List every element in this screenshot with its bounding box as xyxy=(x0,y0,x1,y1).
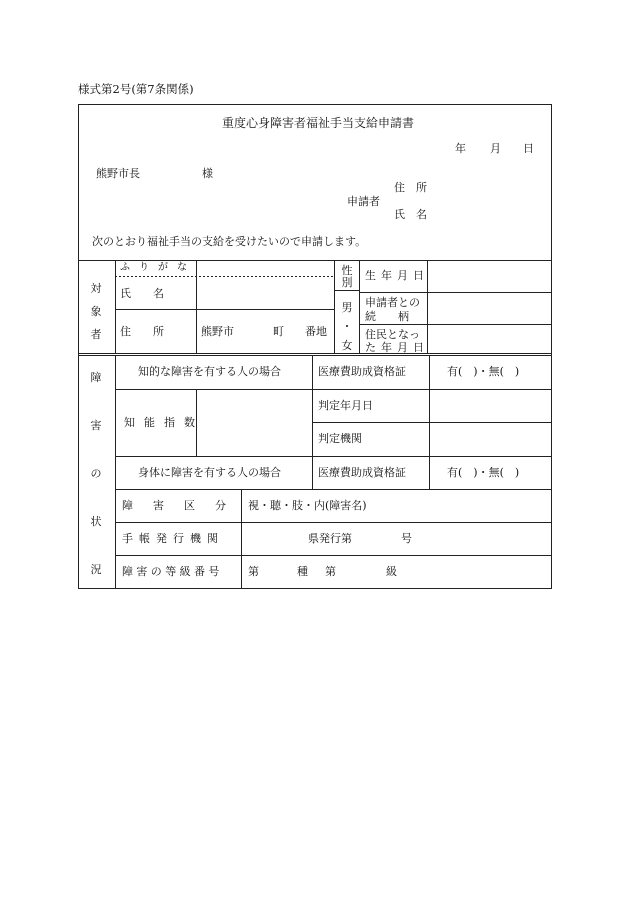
iq-label: 知能指数 xyxy=(124,416,204,429)
category-value[interactable]: 視・聴・肢・内(障害名) xyxy=(248,499,367,512)
handbook-value-suffix: 号 xyxy=(401,532,412,545)
grade-label: 障害の等級番号 xyxy=(122,565,223,578)
iq-field[interactable] xyxy=(197,390,312,456)
address-city: 熊野市 xyxy=(201,325,234,338)
subject-name-field[interactable] xyxy=(197,277,334,309)
furigana-label: ふりがな xyxy=(120,262,196,273)
grade-dai: 第 xyxy=(248,565,259,578)
applicant-address-label: 住 所 xyxy=(394,181,427,194)
subject-address-label: 住 所 xyxy=(120,325,164,338)
birth-date-label: 生年月日 xyxy=(365,269,429,282)
addressee-name: 熊野市長 xyxy=(96,167,140,180)
residence-date-field[interactable] xyxy=(428,325,551,353)
birth-date-field[interactable] xyxy=(428,261,551,292)
sex-options[interactable]: 男 ・ 女 xyxy=(341,301,353,352)
date-day-label: 日 xyxy=(523,142,534,155)
handbook-issuer-label: 手帳発行機関 xyxy=(122,532,224,545)
subject-side-label: 対 象 者 xyxy=(90,282,102,341)
grade-shu: 種 xyxy=(297,565,308,578)
date-year-label: 年 xyxy=(455,142,466,155)
intellectual-disability-label: 知的な障害を有する人の場合 xyxy=(138,365,281,378)
category-label: 障害区分 xyxy=(122,499,246,512)
medical-cert-label-2: 医療費助成資格証 xyxy=(318,466,406,479)
judge-date-label: 判定年月日 xyxy=(318,399,373,412)
subject-name-label: 氏 名 xyxy=(120,287,164,300)
judge-org-label: 判定機関 xyxy=(318,432,362,445)
disability-side-label: 障 害 の 状 況 xyxy=(90,371,102,576)
relation-label-line2: 続 柄 xyxy=(365,310,409,323)
medical-cert-yes-no-2[interactable]: 有( )・無( ) xyxy=(447,466,520,479)
furigana-field[interactable] xyxy=(197,261,334,276)
applicant-label: 申請者 xyxy=(347,195,380,208)
application-statement: 次のとおり福祉手当の支給を受けたいので申請します。 xyxy=(92,235,367,248)
address-banchi: 番地 xyxy=(305,325,327,338)
grade-kyu: 級 xyxy=(386,565,397,578)
page-title: 重度心身障害者福祉手当支給申請書 xyxy=(222,116,415,130)
sex-label: 性 別 xyxy=(341,264,353,289)
residence-label-line1: 住民となっ xyxy=(365,328,420,341)
medical-cert-yes-no-1[interactable]: 有( )・無( ) xyxy=(447,365,520,378)
relation-field[interactable] xyxy=(428,293,551,324)
applicant-name-label: 氏 名 xyxy=(394,208,427,221)
grade-dai2: 第 xyxy=(325,565,336,578)
form-number: 様式第2号(第7条関係) xyxy=(78,82,194,96)
addressee-honorific: 様 xyxy=(202,167,213,180)
address-town: 町 xyxy=(273,325,284,338)
judge-org-field[interactable] xyxy=(430,423,551,456)
residence-label-line2: た年月日 xyxy=(365,341,429,354)
relation-label-line1: 申請者との xyxy=(365,296,420,309)
date-month-label: 月 xyxy=(490,142,501,155)
judge-date-field[interactable] xyxy=(430,390,551,422)
medical-cert-label-1: 医療費助成資格証 xyxy=(318,365,406,378)
physical-disability-label: 身体に障害を有する人の場合 xyxy=(138,466,281,479)
handbook-value-prefix: 県発行第 xyxy=(308,532,352,545)
